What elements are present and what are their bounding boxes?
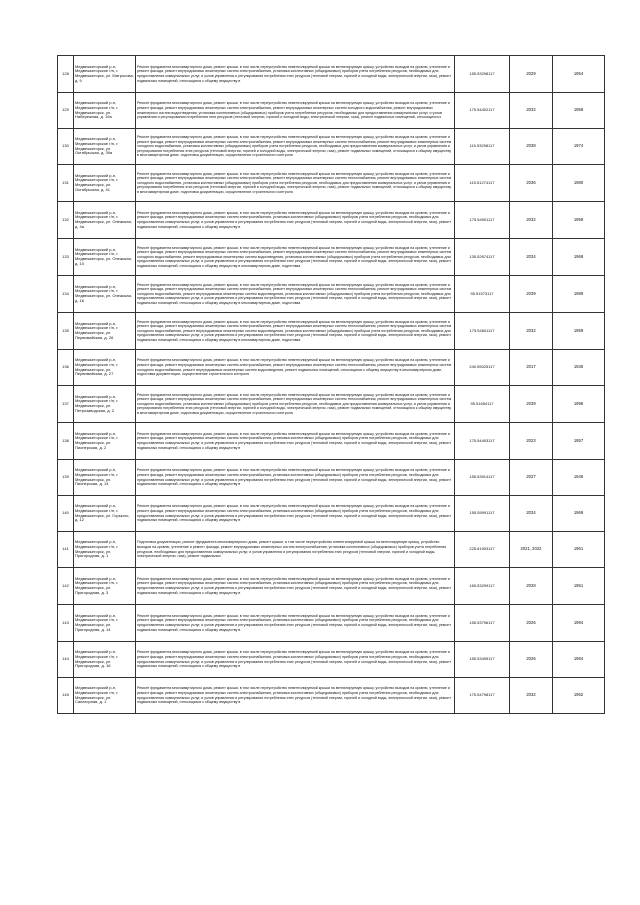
work-description-cell: [136, 129, 455, 165]
address-cell: Медвежьегорский р-н, Медвежьегорское г/п, г. Медвежьегорск, ул. Матросова, д. 9: [74, 56, 136, 93]
year-cell: 1989: [553, 276, 605, 313]
address-cell: Медвежьегорский р-н, Медвежьегорское г/п, г. Медвежьегорск, ул. Октябрьская, д. 39а: [74, 129, 136, 165]
code-cell: 135.52674117: [455, 239, 510, 276]
code-cell: 95.51573117: [455, 276, 510, 313]
work-description-text: Ремонт фундамента многоквартирного дома, ремонт крыши, в том числе переустройство невентилируемой крыши на вентилируемую крышу, устройство выходов на кровлю, утепление и ремонт фасада, ремонт внутридомовых инженерных систем электроснабжения, ремонт внутридомовых инженерных систем теплоснабжения, ремонт внутридомовых инженерных систем холодного водоснабжения, ремонт внутридомовых инженерных систем водоотведения, установка коллективных (общедомовых) приборов учета потребления ресурсов, необходимых для предоставления коммунальных услуг, и узлов управления и регулирования потребления этих ресурсов (тепловой энергии, горячей и холодной воды, электрической энергии, газа), ремонт подвальных помещений, относящихся к общему имуществу в многоквартирном доме, подготовка: [137, 319, 452, 342]
address-cell: Медвежьегорский р-н, Медвежьегорское г/п, г. Медвежьегорск, ул. Пригородная, д. 14: [74, 605, 136, 642]
term-cell: 2023: [510, 423, 553, 460]
term-cell: 2032: [510, 93, 553, 129]
row-number: 143: [58, 605, 74, 642]
term-cell: 2026: [510, 642, 553, 678]
table-row: [58, 496, 605, 532]
row-number: 131: [58, 165, 74, 202]
year-cell: 1957: [553, 423, 605, 460]
work-description-cell: [136, 350, 455, 386]
work-description-cell: [136, 605, 455, 642]
work-description-text: Ремонт фундамента многоквартирного дома, ремонт крыши, в том числе переустройство невентилируемой крыши на вентилируемую крышу, устройство выходов на кровлю, утепление и ремонт фасада, ремонт внутридомовых инженерных систем электроснабжения, ремонт внутридомовых инженерных систем теплоснабжения, ремонт внутридомовых инженерных систем холодного водоснабжения, ремонт внутридомовых инженерных систем водоотведения, установка коллективных (общедомовых) приборов учета потребления ресурсов, необходимых для предоставления коммунальных услуг, и узлов управления и регулирования потребления этих ресурсов (тепловой энергии, горячей и холодной воды, электрической энергии, газа), ремонт подвальных помещений, относящихся к общему имуществу в многоквартирном доме, подготовка: [137, 282, 452, 305]
code-cell: 155.53298117: [455, 56, 510, 93]
table-row: [58, 386, 605, 423]
work-description-text: Ремонт фундамента многоквартирного дома, ремонт крыши, в том числе переустройство невентилируемой крыши на вентилируемую крышу, устройство выходов на кровлю, утепление и ремонт фасада, ремонт внутридомовых инженерных систем электроснабжения, установка коллективных (общедомовых) приборов учета потребления ресурсов, необходимых для предоставления коммунальных услуг, и узлов управления и регулирования потребления этих ресурсов (тепловой энергии, горячей и холодной воды, электрической энергии, газа), ремонт подвальных помещений, относящихся к общему имуществу в: [137, 431, 451, 450]
code-cell: 95.51654117: [455, 386, 510, 423]
table-row: [58, 129, 605, 165]
row-number: 139: [58, 460, 74, 496]
year-cell: 1980: [553, 165, 605, 202]
year-cell: 1951: [553, 568, 605, 605]
code-cell: 165.53299117: [455, 568, 510, 605]
year-cell: 1974: [553, 129, 605, 165]
work-description-text: Ремонт фундамента многоквартирного дома, ремонт крыши, в том числе переустройство невентилируемой крыши на вентилируемую крышу, устройство выходов на кровлю, утепление и ремонт фасада, ремонт внутридомовых инженерных систем электроснабжения, установка коллективных (общедомовых) приборов учета потребления ресурсов, необходимых для предоставления коммунальных услуг, и узлов управления и регулирования потребления этих ресурсов (тепловой энергии, горячей и холодной воды, электрической энергии, газа), ремонт подвальных помещений, относящихся к общему имуществу в: [137, 613, 451, 632]
work-description-text: Ремонт фундамента многоквартирного дома, ремонт крыши, в том числе переустройство невентилируемой крыши на вентилируемую крышу, устройство выходов на кровлю, утепление и ремонт фасада, ремонт внутридомовых инженерных систем электроснабжения, установка коллективных (общедомовых) приборов учета потребления ресурсов, необходимых для предоставления коммунальных услуг, и узлов управления и регулирования потребления этих ресурсов (тепловой энергии, горячей и холодной воды, электрической энергии, газа), ремонт подвальных помещений, относящихся к общему имуществу в: [137, 468, 451, 487]
term-cell: 2017: [510, 350, 553, 386]
work-description-text: Ремонт фундамента многоквартирного дома, ремонт крыши, в том числе переустройство невентилируемой крыши на вентилируемую крышу, устройство выходов на кровлю, утепление и ремонт фасада, ремонт внутридомовых инженерных систем электроснабжения, установка коллективных (общедомовых) приборов учета потребления ресурсов, необходимых для предоставления коммунальных услуг, и узлов управления и регулирования потребления этих ресурсов (тепловой энергии, горячей и холодной воды, электрической энергии, газа), ремонт подвальных помещений, относящихся к общему имуществу в: [137, 576, 451, 595]
work-description-cell: [136, 56, 455, 93]
table-row: [58, 350, 605, 386]
row-number: 128: [58, 56, 74, 93]
year-cell: 1994: [553, 605, 605, 642]
table-row: [58, 202, 605, 239]
code-cell: 225.61903117: [455, 532, 510, 568]
address-cell: Медвежьегорский р-н, Медвежьегорское г/п, г. Медвежьегорск, ул. Первомайская, д. 26: [74, 313, 136, 350]
code-cell: 240.55025117: [455, 350, 510, 386]
work-description-cell: [136, 496, 455, 532]
year-cell: 1952: [553, 678, 605, 714]
year-cell: 1958: [553, 93, 605, 129]
table-row: [58, 423, 605, 460]
term-cell: 2032: [510, 678, 553, 714]
address-cell: Медвежьегорский р-н, Медвежьегорское г/п, г. Медвежьегорск, ул. Пригородная, д. 3: [74, 568, 136, 605]
capital-repair-table: [57, 55, 605, 714]
address-cell: Медвежьегорский р-н, Медвежьегорское г/п, г. Медвежьегорск, ул. Онежская, д. 10: [74, 239, 136, 276]
address-cell: Медвежьегорский р-н, Медвежьегорское г/п, г. Медвежьегорск, ул. Первомайская, д. 27: [74, 350, 136, 386]
table-row: [58, 532, 605, 568]
year-cell: 1968: [553, 239, 605, 276]
work-description-text: Ремонт фундамента многоквартирного дома, ремонт крыши, в том числе переустройство невентилируемой крыши на вентилируемую крышу, устройство выходов на кровлю, утепление и ремонт фасада, ремонт внутридомовых инженерных систем электроснабжения, установка коллективных (общедомовых) приборов учета потребления ресурсов, необходимых для предоставления коммунальных услуг, и узлов управления и регулирования потребления этих ресурсов (тепловой энергии, горячей и холодной воды, электрической энергии, газа), ремонт подвальных помещений, относящихся к общему имуществу в: [137, 650, 451, 669]
work-description-text: Подготовка документации, ремонт фундамента многоквартирного дома, ремонт крыши, в том числе переустройство невентилируемой крыши на вентилируемую крышу, устройство выходов на кровлю, утепление и ремонт фасада, ремонт внутридомовых инженерных систем электроснабжения, установка коллективных (общедомовых) приборов учета потребления ресурсов, необходимых для предоставления коммунальных услуг, и узлов управления и регулирования потребления этих ресурсов (тепловой энергии, горячей и холодной воды, электрической энергии, газа), ремонт подвальных: [137, 540, 447, 559]
table-row: [58, 93, 605, 129]
table-row: [58, 605, 605, 642]
work-description-cell: [136, 165, 455, 202]
address-cell: Медвежьегорский р-н, Медвежьегорское г/п, г. Медвежьегорск, ул. Набережная, д. 19а: [74, 93, 136, 129]
year-cell: 1959: [553, 202, 605, 239]
term-cell: 2034: [510, 496, 553, 532]
row-number: 134: [58, 276, 74, 313]
table-row: [58, 313, 605, 350]
row-number: 132: [58, 202, 74, 239]
address-cell: Медвежьегорский р-н, Медвежьегорское г/п, г. Медвежьегорск, ул. Петрозаводская, д. 2: [74, 386, 136, 423]
row-number: 144: [58, 642, 74, 678]
term-cell: 2032: [510, 313, 553, 350]
work-description-text: Ремонт фундамента многоквартирного дома, ремонт крыши, в том числе переустройство невентилируемой крыши на вентилируемую крышу, устройство выходов на кровлю, утепление и ремонт фасада, ремонт внутридомовых инженерных систем электроснабжения, установка коллективных (общедомовых) приборов учета потребления ресурсов, необходимых для предоставления коммунальных услуг, и узлов управления и регулирования потребления этих ресурсов (тепловой энергии, горячей и холодной воды, электрической энергии, газа), ремонт подвальных помещений, относящихся к общему имуществу в: [137, 210, 451, 229]
row-number: 138: [58, 423, 74, 460]
row-number: 133: [58, 239, 74, 276]
term-cell: 2039: [510, 386, 553, 423]
term-cell: 2027: [510, 460, 553, 496]
term-cell: 2036: [510, 165, 553, 202]
work-description-cell: [136, 423, 455, 460]
work-description-text: Ремонт фундамента многоквартирного дома, ремонт крыши, в том числе переустройство невентилируемой крыши на вентилируемую крышу, устройство выходов на кровлю, утепление и ремонт фасада, ремонт внутридомовых инженерных систем электроснабжения, установка коллективных (общедомовых) приборов учета потребления ресурсов, необходимых для предоставления коммунальных услуг, и узлов управления и регулирования потребления этих ресурсов (тепловой энергии, горячей и холодной воды, электрической энергии, газа), ремонт подвальных помещений, относящихся к общему имуществу в: [137, 64, 451, 83]
term-cell: 2026: [510, 605, 553, 642]
year-cell: 1954: [553, 56, 605, 93]
code-cell: 175.54798117: [455, 678, 510, 714]
row-number: 142: [58, 568, 74, 605]
code-cell: 175.54901117: [455, 202, 510, 239]
term-cell: 2028: [510, 568, 553, 605]
work-description-text: Ремонт фундамента многоквартирного дома, ремонт крыши, в том числе переустройство невентилируемой крыши на вентилируемую крышу, устройство выходов на кровлю, утепление и ремонт фасада, ремонт внутридомовых инженерных систем электроснабжения, ремонт внутридомовых инженерных систем теплоснабжения, ремонт внутридомовых инженерных систем холодного водоснабжения, установка коллективных (общедомовых) приборов учета потребления ресурсов, необходимых для предоставления коммунальных услуг, и узлов управления и регулирования потребления этих ресурсов (тепловой энергии, горячей и холодной воды, электрической энергии, газа), ремонт подвальных помещений, относящихся к общему имуществу в многоквартирном доме, подготовка документации, осуществление строительного контроля: [137, 392, 452, 415]
work-description-cell: [136, 202, 455, 239]
row-number: 130: [58, 129, 74, 165]
code-cell: 155.53495117: [455, 642, 510, 678]
address-cell: Медвежьегорский р-н, Медвежьегорское г/п, г. Медвежьегорск, ул. Санаторная, д. 1: [74, 678, 136, 714]
year-cell: 1959: [553, 313, 605, 350]
table-row: [58, 56, 605, 93]
work-description-text: Ремонт фундамента многоквартирного дома, ремонт крыши, в том числе переустройство невентилируемой крыши на вентилируемую крышу, устройство выходов на кровлю, утепление и ремонт фасада, ремонт внутридомовых инженерных систем электроснабжения, установка коллективных (общедомовых) приборов учета потребления ресурсов, необходимых для предоставления коммунальных услуг, и узлов управления и регулирования потребления этих ресурсов (тепловой энергии, горячей и холодной воды, электрической энергии, газа), ремонт подвальных помещений, относящихся к общему имуществу в: [137, 686, 451, 705]
row-number: 137: [58, 386, 74, 423]
work-description-text: Ремонт фундамента многоквартирного дома, ремонт крыши, в том числе переустройство невентилируемой крыши на вентилируемую крышу, устройство выходов на кровлю, утепление и ремонт фасада, ремонт внутридомовых инженерных систем электроснабжения, ремонт внутридомовых инженерных систем теплоснабжения, ремонт внутридомовых инженерных систем холодного водоснабжения, установка коллективных (общедомовых) приборов учета потребления ресурсов, необходимых для предоставления коммунальных услуг, и узлов управления и регулирования потребления этих ресурсов (тепловой энергии, горячей и холодной воды, электрической энергии, газа), ремонт подвальных помещений, относящихся к общему имуществу в многоквартирном доме, подготовка документации, осуществление строительного контроля: [137, 135, 452, 158]
work-description-text: Ремонт фундамента многоквартирного дома, ремонт крыши, в том числе переустройство невентилируемой крыши на вентилируемую крышу, устройство выходов на кровлю, утепление и ремонт фасада, ремонт внутридомовых инженерных систем электроснабжения, ремонт внутридомовых инженерных систем холодного водоснабжения, ремонт внутридомовых инженерных систем водоотведения, установка коллективных (общедомовых) приборов учета потребления ресурсов, необходимых для предоставления коммунальных услуг, и узлов управления и регулирования потребления этих ресурсов (тепловой энергии, горячей и холодной воды, электрической энергии, газа), ремонт подвальных помещений, относящихся к: [137, 101, 450, 120]
year-cell: 1935: [553, 350, 605, 386]
work-description-text: Ремонт фундамента многоквартирного дома, ремонт крыши, в том числе переустройство невентилируемой крыши на вентилируемую крышу, устройство выходов на кровлю, утепление и ремонт фасада, ремонт внутридомовых инженерных систем электроснабжения, ремонт внутридомовых инженерных систем теплоснабжения, ремонт внутридомовых инженерных систем холодного водоснабжения, ремонт внутридомовых инженерных систем водоотведения, установка коллективных (общедомовых) приборов учета потребления ресурсов, необходимых для предоставления коммунальных услуг, и узлов управления и регулирования потребления этих ресурсов (тепловой энергии, горячей и холодной воды, электрической энергии, газа), ремонт подвальных помещений, относящихся к общему имуществу в многоквартирном доме, подготовка: [137, 245, 452, 268]
year-cell: 1996: [553, 386, 605, 423]
row-number: 141: [58, 532, 74, 568]
row-number: 129: [58, 93, 74, 129]
address-cell: Медвежьегорский р-н, Медвежьегорское г/п, г. Медвежьегорск, ул. Пригородная, д. 16: [74, 642, 136, 678]
row-number: 135: [58, 313, 74, 350]
work-description-text: Ремонт фундамента многоквартирного дома, ремонт крыши, в том числе переустройство невентилируемой крыши на вентилируемую крышу, устройство выходов на кровлю, утепление и ремонт фасада, ремонт внутридомовых инженерных систем электроснабжения, установка коллективных (общедомовых) приборов учета потребления ресурсов, необходимых для предоставления коммунальных услуг, и узлов управления и регулирования потребления этих ресурсов (тепловой энергии, горячей и холодной воды, электрической энергии, газа), ремонт подвальных помещений, относящихся к общему имуществу в: [137, 504, 451, 523]
table-row: [58, 568, 605, 605]
work-description-cell: [136, 386, 455, 423]
term-cell: 2021, 2022: [510, 532, 553, 568]
code-cell: 155.53914117: [455, 460, 510, 496]
work-description-text: Ремонт фундамента многоквартирного дома, ремонт крыши, в том числе переустройство невентилируемой крыши на вентилируемую крышу, устройство выходов на кровлю, утепление и ремонт фасада, ремонт внутридомовых инженерных систем электроснабжения, ремонт внутридомовых инженерных систем теплоснабжения, ремонт внутридомовых инженерных систем холодного водоснабжения, установка коллективных (общедомовых) приборов учета потребления ресурсов, необходимых для предоставления коммунальных услуг, и узлов управления и регулирования потребления этих ресурсов (тепловой энергии, горячей и холодной воды, электрической энергии, газа), ремонт подвальных помещений, относящихся к общему имуществу в многоквартирном доме, подготовка документации, осуществление строительного контроля: [137, 171, 452, 194]
table-row: [58, 165, 605, 202]
term-cell: 2038: [510, 129, 553, 165]
code-cell: 175.54402117: [455, 93, 510, 129]
work-description-cell: [136, 460, 455, 496]
address-cell: Медвежьегорский р-н, Медвежьегорское г/п, г. Медвежьегорск, ул. Пионерская, д. 2: [74, 423, 136, 460]
address-cell: Медвежьегорский р-н, Медвежьегорское г/п, г. Медвежьегорск, ул. Пригородная, д. 1: [74, 532, 136, 568]
row-number: 136: [58, 350, 74, 386]
work-description-cell: [136, 313, 455, 350]
term-cell: 2039: [510, 276, 553, 313]
work-description-cell: [136, 532, 455, 568]
code-cell: 115.53298117: [455, 129, 510, 165]
table-row: [58, 642, 605, 678]
table-row: [58, 678, 605, 714]
year-cell: 1961: [553, 532, 605, 568]
address-cell: Медвежьегорский р-н, Медвежьегорское г/п, г. Медвежьегорск, ул. Октябрьская, д. 41: [74, 165, 136, 202]
table-row: [58, 460, 605, 496]
work-description-cell: [136, 93, 455, 129]
address-cell: Медвежьегорский р-н, Медвежьегорское г/п, г. Медвежьегорск, ул. Пионерская, д. 14: [74, 460, 136, 496]
code-cell: 175.54601117: [455, 313, 510, 350]
term-cell: 2029: [510, 56, 553, 93]
address-cell: Медвежьегорский р-н, Медвежьегорское г/п, г. Медвежьегорск, ул. Горького, д. 12: [74, 496, 136, 532]
code-cell: 155.55991117: [455, 496, 510, 532]
work-description-cell: [136, 568, 455, 605]
year-cell: 1969: [553, 496, 605, 532]
term-cell: 2034: [510, 239, 553, 276]
code-cell: 175.54403117: [455, 423, 510, 460]
code-cell: 155.53796117: [455, 605, 510, 642]
term-cell: 2032: [510, 202, 553, 239]
year-cell: 1946: [553, 460, 605, 496]
table-row: [58, 239, 605, 276]
table-row: [58, 276, 605, 313]
work-description-text: Ремонт фундамента многоквартирного дома, ремонт крыши, в том числе переустройство невентилируемой крыши на вентилируемую крышу, устройство выходов на кровлю, утепление и ремонт фасада, ремонт внутридомовых инженерных систем электроснабжения, ремонт внутридомовых инженерных систем теплоснабжения, ремонт внутридомовых инженерных систем холодного водоснабжения, ремонт внутридомовых инженерных систем водоотведения, ремонт подвальных помещений, относящихся к общему имуществу в многоквартирном доме, подготовка документации, осуществление строительного контроля: [137, 358, 452, 377]
code-cell: 115.51274117: [455, 165, 510, 202]
row-number: 140: [58, 496, 74, 532]
work-description-cell: [136, 239, 455, 276]
year-cell: 1984: [553, 642, 605, 678]
work-description-cell: [136, 276, 455, 313]
work-description-cell: [136, 678, 455, 714]
row-number: 145: [58, 678, 74, 714]
table-body: [58, 56, 605, 714]
address-cell: Медвежьегорский р-н, Медвежьегорское г/п, г. Медвежьегорск, ул. Онежская, д. 4а: [74, 202, 136, 239]
address-cell: Медвежьегорский р-н, Медвежьегорское г/п, г. Медвежьегорск, ул. Онежская, д. 16: [74, 276, 136, 313]
work-description-cell: [136, 642, 455, 678]
